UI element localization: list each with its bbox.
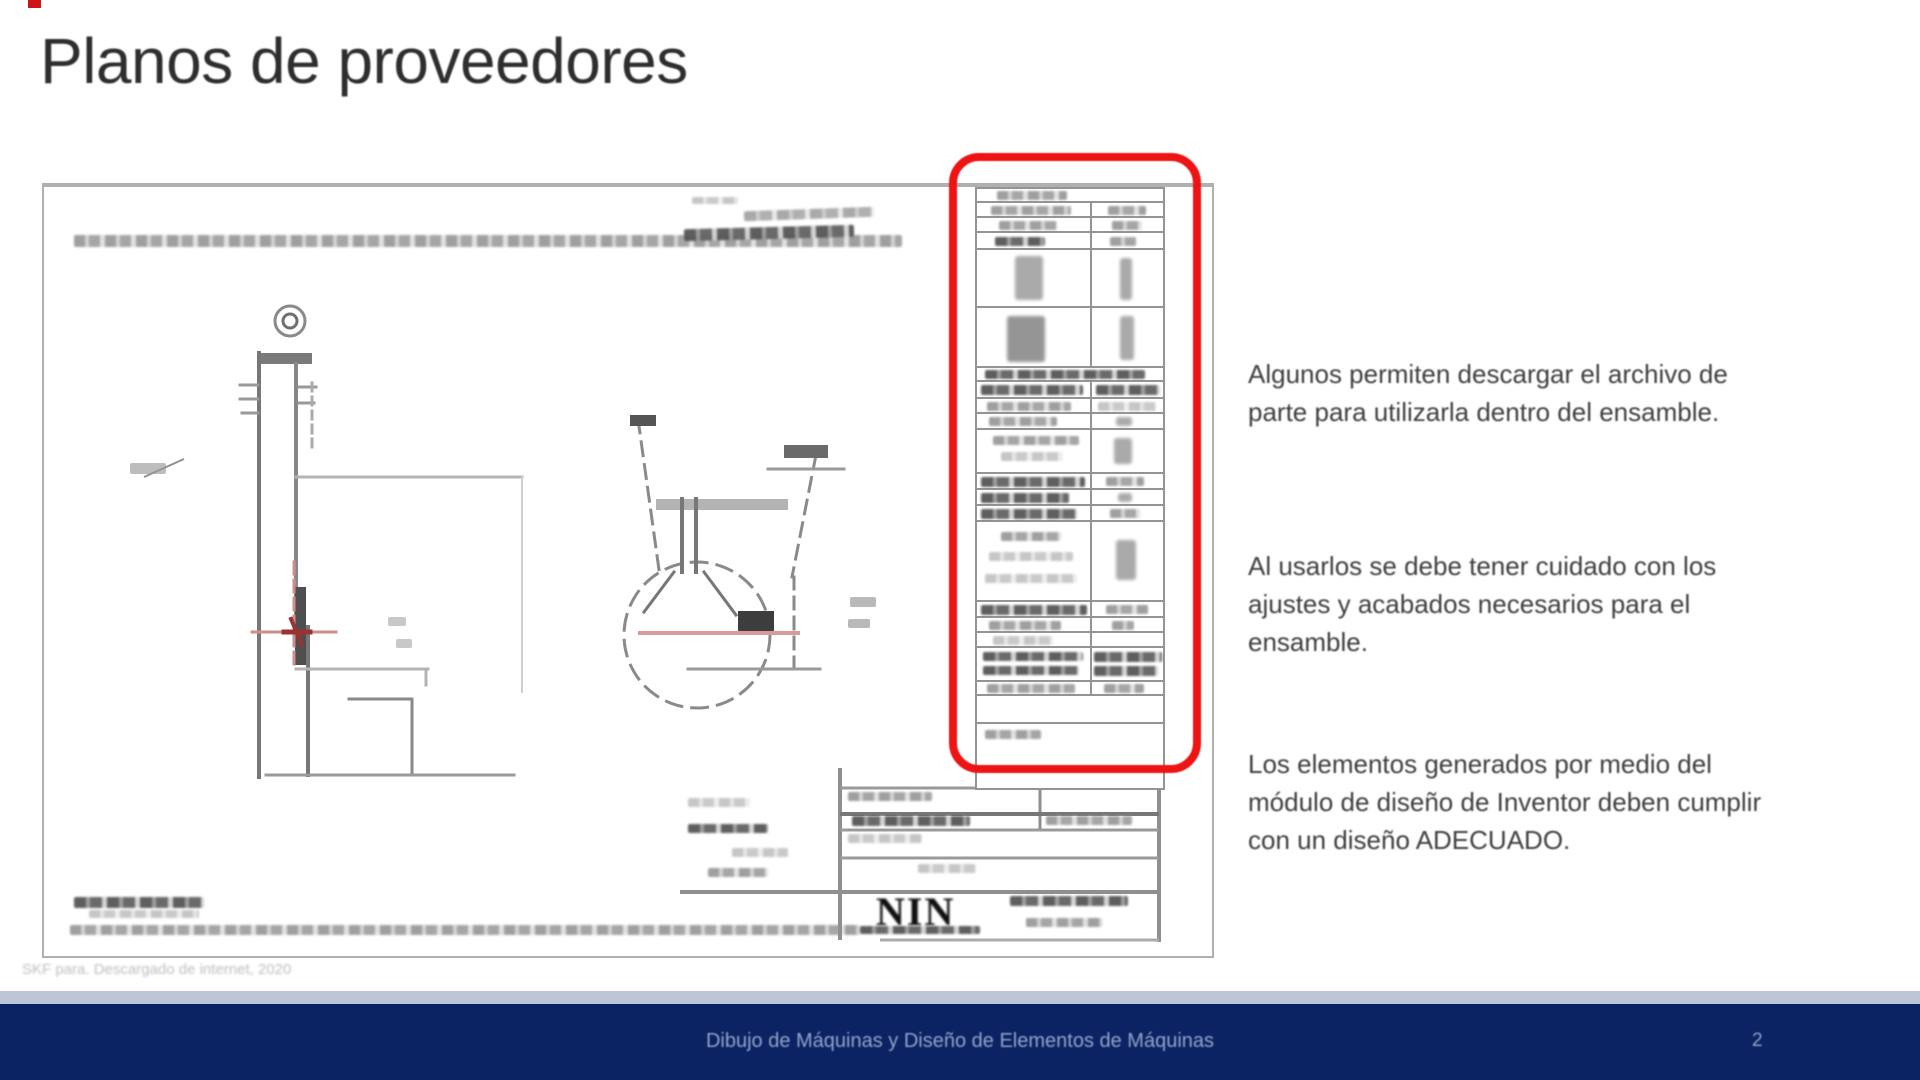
title-block-text	[918, 864, 976, 873]
red-edge-artifact	[28, 0, 41, 8]
title-block-text	[688, 824, 768, 833]
title-block-text	[708, 868, 768, 877]
title-block-text	[1026, 918, 1102, 927]
citation-text: SKF para. Descargado de internet, 2020	[22, 961, 292, 978]
title-block-text	[1010, 896, 1128, 906]
title-block-text	[1046, 816, 1132, 825]
footer-accent-band	[0, 991, 1920, 1004]
page-number: 2	[1752, 1030, 1763, 1051]
footer-bar	[0, 1004, 1920, 1080]
highlight-red-box	[949, 153, 1201, 773]
title-block	[680, 768, 1164, 948]
title-block-text	[688, 798, 750, 807]
drawing-footnote-1	[74, 897, 204, 908]
title-block-text	[848, 834, 922, 843]
vendor-logo: NIN	[876, 889, 956, 934]
title-block-text	[852, 816, 970, 826]
page-title: Planos de proveedores	[40, 25, 688, 97]
bullet-paragraph-3: Los elementos generados por medio del módulo de diseño de Inventor deben cumplir con un diseño ADECUADO.	[1248, 749, 1762, 855]
footer-course-title: Dibujo de Máquinas y Diseño de Elementos de Máquinas	[705, 1030, 1215, 1052]
bullet-paragraph-1: Algunos permiten descargar el archivo de parte para utilizarla dentro del ensamble.	[1248, 359, 1728, 427]
section-view	[240, 306, 522, 777]
profile-view	[624, 415, 844, 708]
title-block-text	[732, 848, 788, 857]
title-block-text	[848, 792, 932, 801]
bullet-paragraph-2: Al usarlos se debe tener cuidado con los ajustes y acabados necesarios para el ensamble.	[1248, 551, 1717, 657]
drawing-footnote-1b	[89, 910, 199, 918]
